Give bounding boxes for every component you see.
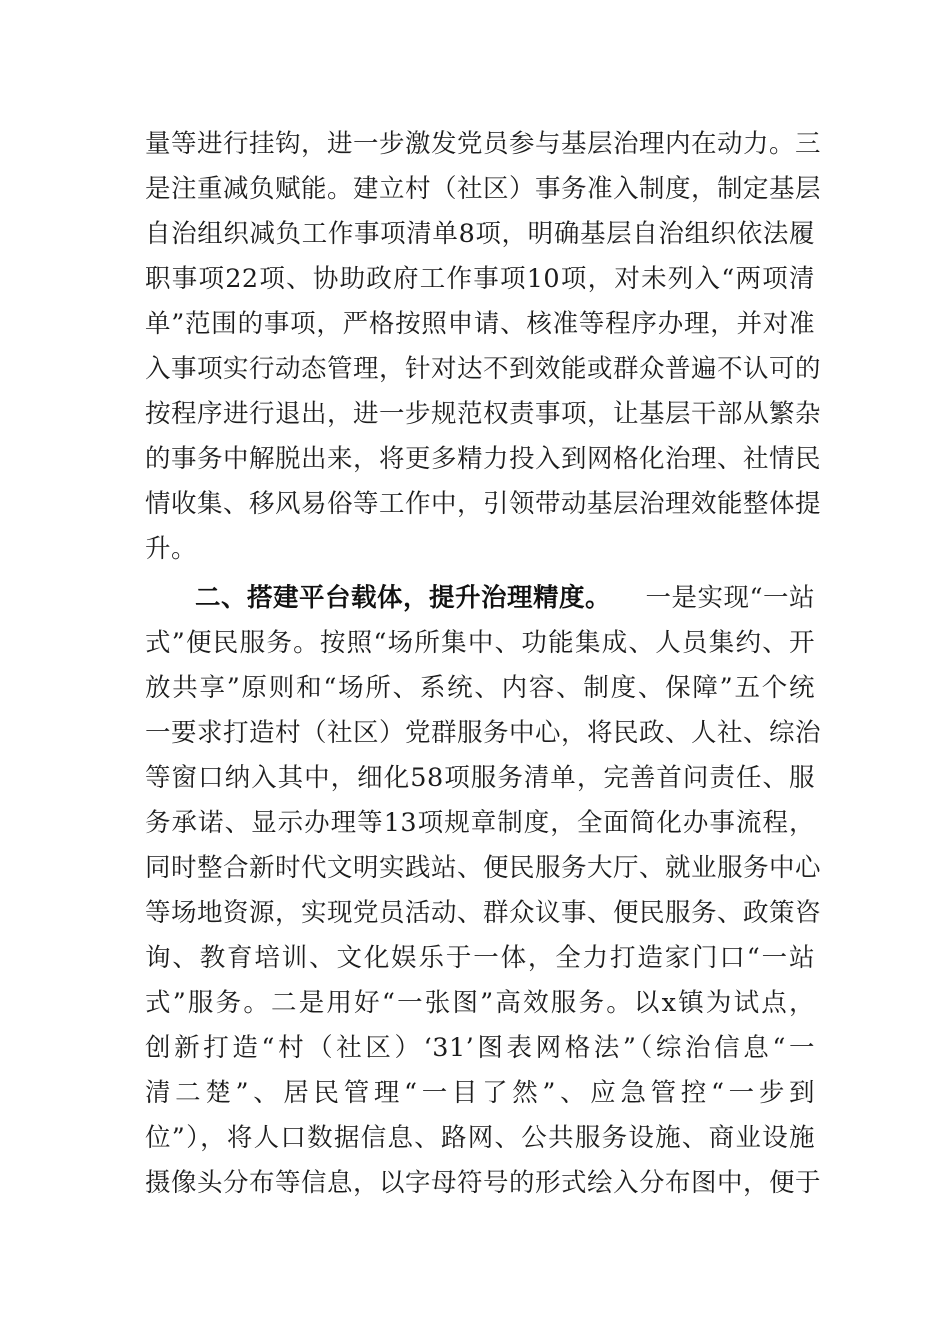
text-line: 量等进行挂钩，进一步激发党员参与基层治理内在动力。三 <box>145 129 822 159</box>
text-line: 务承诺、显示办理等13项规章制度，全面简化办事流程， <box>145 808 815 838</box>
text-line: 升。 <box>145 534 198 564</box>
text-line: 摄像头分布等信息，以字母符号的形式绘入分布图中，便于 <box>145 1168 822 1198</box>
text-line: 单”范围的事项，严格按照申请、核准等程序办理，并对准 <box>145 309 815 339</box>
text-line: 等场地资源，实现党员活动、群众议事、便民服务、政策咨 <box>145 898 822 928</box>
text-line: 式”便民服务。按照“场所集中、功能集成、人员集约、开 <box>145 628 815 658</box>
text-line: 创新打造“村（社区）‘31’图表网格法”（综治信息“一 <box>145 1033 815 1063</box>
text-line: 放共享”原则和“场所、系统、内容、制度、保障”五个统 <box>145 673 815 703</box>
text-line: 按程序进行退出，进一步规范权责事项，让基层干部从繁杂 <box>145 399 822 429</box>
text-line: 同时整合新时代文明实践站、便民服务大厅、就业服务中心 <box>145 853 822 883</box>
text-line: 等窗口纳入其中，细化58项服务清单，完善首问责任、服 <box>145 763 815 793</box>
text-line: 位”），将人口数据信息、路网、公共服务设施、商业设施 <box>145 1123 815 1153</box>
text-line: 入事项实行动态管理，针对达不到效能或群众普遍不认可的 <box>145 354 822 384</box>
text-line: 询、教育培训、文化娱乐于一体，全力打造家门口“一站 <box>145 943 815 973</box>
text-line: 式”服务。二是用好“一张图”高效服务。以x镇为试点， <box>145 988 815 1018</box>
text-line: 一要求打造村（社区）党群服务中心，将民政、人社、综治 <box>145 718 822 748</box>
section-heading: 二、搭建平台载体，提升治理精度。 <box>195 583 612 613</box>
text-line: 是注重减负赋能。建立村（社区）事务准入制度，制定基层 <box>145 174 822 204</box>
text-line-rest: 一是实现“一站 <box>645 583 815 613</box>
text-line: 的事务中解脱出来，将更多精力投入到网格化治理、社情民 <box>145 444 822 474</box>
text-line: 清二楚”、居民管理“一目了然”、应急管控“一步到 <box>145 1078 815 1108</box>
text-line: 情收集、移风易俗等工作中，引领带动基层治理效能整体提 <box>145 489 822 519</box>
text-line: 职事项22项、协助政府工作事项10项，对未列入“两项清 <box>145 264 815 294</box>
paragraph-first-line <box>195 578 815 618</box>
text-line: 自治组织减负工作事项清单8项，明确基层自治组织依法履 <box>145 219 815 249</box>
